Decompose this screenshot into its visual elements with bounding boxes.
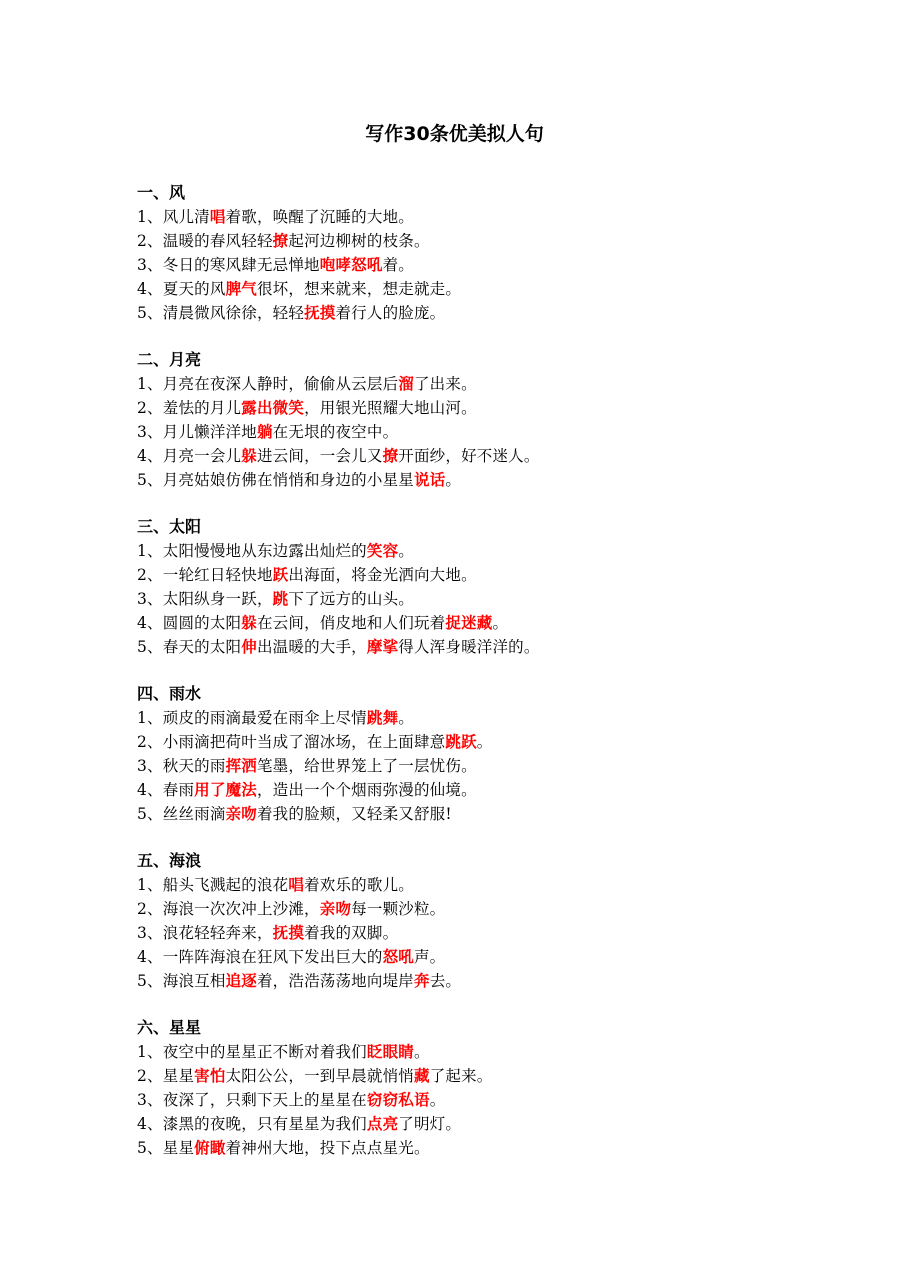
section-moon (137, 348, 837, 492)
sentence-list (137, 1040, 837, 1160)
sentence-text: 1、月亮在夜深人静时，偷偷从云层后 (137, 375, 399, 393)
sentence-list (137, 873, 837, 993)
sentence-text: 起河边柳树的枝条。 (288, 232, 430, 250)
highlighted-word: 捉迷藏 (445, 613, 493, 632)
highlighted-word: 抚摸 (272, 923, 305, 942)
sentence-text: 3、浪花轻轻奔来， (137, 924, 273, 942)
sentence-line (137, 897, 837, 921)
sentence-text: 5、月亮姑娘仿佛在悄悄和身边的小星星 (137, 471, 414, 489)
sentence-line (137, 706, 837, 730)
sentence-text: 3、太阳纵身一跃， (137, 590, 273, 608)
sentence-text: 1、夜空中的星星正不断对着我们 (137, 1043, 367, 1061)
highlighted-word: 脾气 (225, 279, 257, 298)
sentence-list (137, 205, 837, 325)
sentence-line (137, 205, 837, 229)
sentence-text: 5、清晨微风徐徐，轻轻 (137, 304, 305, 322)
sentence-text: 4、春雨 (137, 781, 195, 799)
sentence-line (137, 229, 837, 253)
highlighted-word: 跳 (272, 589, 289, 608)
sentence-text: 着欢乐的歌儿。 (304, 876, 414, 894)
highlighted-word: 摩挲 (366, 637, 399, 656)
sentence-text: 2、一轮红日轻快地 (137, 566, 273, 584)
highlighted-word: 挥洒 (225, 756, 257, 775)
sentence-text: 3、冬日的寒风肆无忌惮地 (137, 256, 320, 274)
highlighted-word: 眨眼睛 (366, 1042, 414, 1061)
highlighted-word: 藏 (413, 1066, 430, 1085)
sentence-text: 2、海浪一次次冲上沙滩， (137, 900, 320, 918)
highlighted-word: 怒吼 (382, 947, 414, 966)
sentence-text: 进云间，一会儿又 (256, 447, 383, 465)
sentence-list (137, 539, 837, 659)
sentence-text: 4、圆圆的太阳 (137, 614, 242, 632)
highlighted-word: 撩 (272, 231, 289, 250)
sentence-text: 着。 (382, 256, 414, 274)
highlighted-word: 跳跃 (445, 732, 477, 751)
highlighted-word: 笑容 (366, 541, 399, 560)
sentence-text: 3、月儿懒洋洋地 (137, 423, 257, 441)
sentence-list (137, 706, 837, 826)
highlighted-word: 用了魔法 (194, 780, 257, 799)
highlighted-word: 露出微笑 (241, 398, 305, 417)
sentence-line (137, 921, 837, 945)
sentence-text: 5、丝丝雨滴 (137, 805, 226, 823)
sentence-text: 出温暖的大手， (256, 638, 367, 656)
highlighted-word: 害怕 (194, 1066, 226, 1085)
sentence-text: 5、春天的太阳 (137, 638, 242, 656)
sentence-text: 。 (429, 1091, 446, 1109)
sentence-text: 3、秋天的雨 (137, 757, 226, 775)
highlighted-word: 躺 (256, 422, 273, 441)
sentence-line (137, 1112, 837, 1136)
section-heading: 五、海浪 (137, 851, 202, 870)
sentence-text: 2、羞怯的月儿 (137, 399, 242, 417)
sentence-line (137, 253, 837, 277)
sentence-text: 着我的双脚。 (304, 924, 399, 942)
sentence-text: 。 (398, 542, 414, 560)
sentence-text: 了出来。 (413, 375, 477, 393)
highlighted-word: 唱 (288, 875, 305, 894)
sentence-text: 。 (492, 614, 509, 632)
sentence-line (137, 301, 837, 325)
highlighted-word: 撩 (382, 446, 399, 465)
sentence-line (137, 277, 837, 301)
section-wind (137, 181, 837, 325)
highlighted-word: 唱 (209, 207, 226, 226)
section-waves (137, 849, 837, 993)
sentence-text: 。 (445, 471, 462, 489)
sentence-text: 2、星星 (137, 1067, 195, 1085)
sentence-line (137, 611, 837, 635)
sentence-text: 着，浩浩荡荡地向堤岸 (256, 972, 414, 990)
section-heading: 四、雨水 (137, 684, 202, 703)
highlighted-word: 溜 (398, 374, 414, 393)
sentence-line (137, 730, 837, 754)
sentence-line (137, 873, 837, 897)
sentence-line (137, 372, 837, 396)
sentence-text: 。 (413, 1043, 430, 1061)
highlighted-word: 伸 (241, 637, 257, 656)
sentence-text: 4、月亮一会儿 (137, 447, 242, 465)
sentence-line (137, 444, 837, 468)
sentence-text: 着行人的脸庞。 (335, 304, 446, 322)
section-sun (137, 515, 837, 659)
sentence-line (137, 1088, 837, 1112)
sentence-line (137, 587, 837, 611)
sentence-line (137, 635, 837, 659)
sentence-text: 4、一阵阵海浪在狂风下发出巨大的 (137, 948, 383, 966)
sentence-text: 1、船头飞溅起的浪花 (137, 876, 289, 894)
highlighted-word: 咆哮怒吼 (319, 255, 383, 274)
sentence-text: 着我的脸颊，又轻柔又舒服! (256, 805, 452, 823)
section-stars (137, 1016, 837, 1160)
sentence-text: 5、海浪互相 (137, 972, 226, 990)
sentence-text: 太阳公公，一到早晨就悄悄 (225, 1067, 414, 1085)
sentence-text: ，造出一个个烟雨弥漫的仙境。 (256, 781, 477, 799)
sentence-text: 笔墨，给世界笼上了一层忧伤。 (256, 757, 477, 775)
sentence-text: 1、风儿清 (137, 208, 210, 226)
sentence-text: 去。 (429, 972, 462, 990)
sentence-text: 1、顽皮的雨滴最爱在雨伞上尽情 (137, 709, 367, 727)
sentence-text: 下了远方的山头。 (288, 590, 414, 608)
sentence-text: 了起来。 (429, 1067, 493, 1085)
section-heading: 一、风 (137, 183, 186, 202)
highlighted-word: 跃 (272, 565, 289, 584)
sentence-line (137, 802, 837, 826)
sentence-line (137, 754, 837, 778)
section-heading: 六、星星 (137, 1018, 202, 1037)
sentence-text: 在云间，俏皮地和人们玩着 (256, 614, 446, 632)
sentence-text: 5、星星 (137, 1139, 195, 1157)
sentence-line (137, 1136, 837, 1160)
sentence-line (137, 420, 837, 444)
highlighted-word: 说话 (413, 470, 446, 489)
highlighted-word: 追逐 (225, 971, 257, 990)
sentence-text: 开面纱，好不迷人。 (398, 447, 540, 465)
highlighted-word: 点亮 (366, 1114, 399, 1133)
sentence-text: 4、漆黑的夜晚，只有星星为我们 (137, 1115, 367, 1133)
sentence-text: ，用银光照耀大地山河。 (304, 399, 477, 417)
highlighted-word: 亲吻 (225, 804, 257, 823)
sentence-line (137, 778, 837, 802)
sentence-line (137, 1064, 837, 1088)
sentence-list (137, 372, 837, 492)
sentence-line (137, 945, 837, 969)
sentence-line (137, 563, 837, 587)
sentence-text: 了明灯。 (398, 1115, 462, 1133)
highlighted-word: 躲 (241, 613, 257, 632)
highlighted-word: 俯瞰 (194, 1138, 226, 1157)
section-heading: 二、月亮 (137, 350, 202, 369)
highlighted-word: 奔 (413, 971, 430, 990)
highlighted-word: 亲吻 (319, 899, 352, 918)
sentence-text: 出海面，将金光洒向大地。 (288, 566, 477, 584)
sentence-text: 。 (476, 733, 493, 751)
sentence-line (137, 396, 837, 420)
sentence-text: 着歌，唤醒了沉睡的大地。 (225, 208, 414, 226)
sentence-text: 每一颗沙粒。 (351, 900, 446, 918)
sentence-text: 4、夏天的风 (137, 280, 226, 298)
sentence-text: 3、夜深了，只剩下天上的星星在 (137, 1091, 367, 1109)
sentence-text: 2、温暖的春风轻轻 (137, 232, 273, 250)
sentence-text: 。 (398, 709, 414, 727)
sentence-line (137, 969, 837, 993)
sentence-line (137, 468, 837, 492)
sentence-text: 着神州大地，投下点点星光。 (225, 1139, 430, 1157)
highlighted-word: 抚摸 (304, 303, 336, 322)
highlighted-word: 窃窃私语 (366, 1090, 430, 1109)
sentence-text: 声。 (413, 948, 446, 966)
page-title: 写作30条优美拟人句 (365, 123, 544, 145)
sentence-line (137, 1040, 837, 1064)
sentence-text: 1、太阳慢慢地从东边露出灿烂的 (137, 542, 367, 560)
sentence-text: 得人浑身暖洋洋的。 (398, 638, 540, 656)
section-heading: 三、太阳 (137, 517, 202, 536)
highlighted-word: 躲 (241, 446, 257, 465)
sentence-text: 在无垠的夜空中。 (272, 423, 399, 441)
sentence-line (137, 539, 837, 563)
highlighted-word: 跳舞 (366, 708, 399, 727)
sentence-text: 2、小雨滴把荷叶当成了溜冰场，在上面肆意 (137, 733, 446, 751)
sentence-text: 很坏，想来就来，想走就走。 (256, 280, 462, 298)
section-rain (137, 682, 837, 826)
